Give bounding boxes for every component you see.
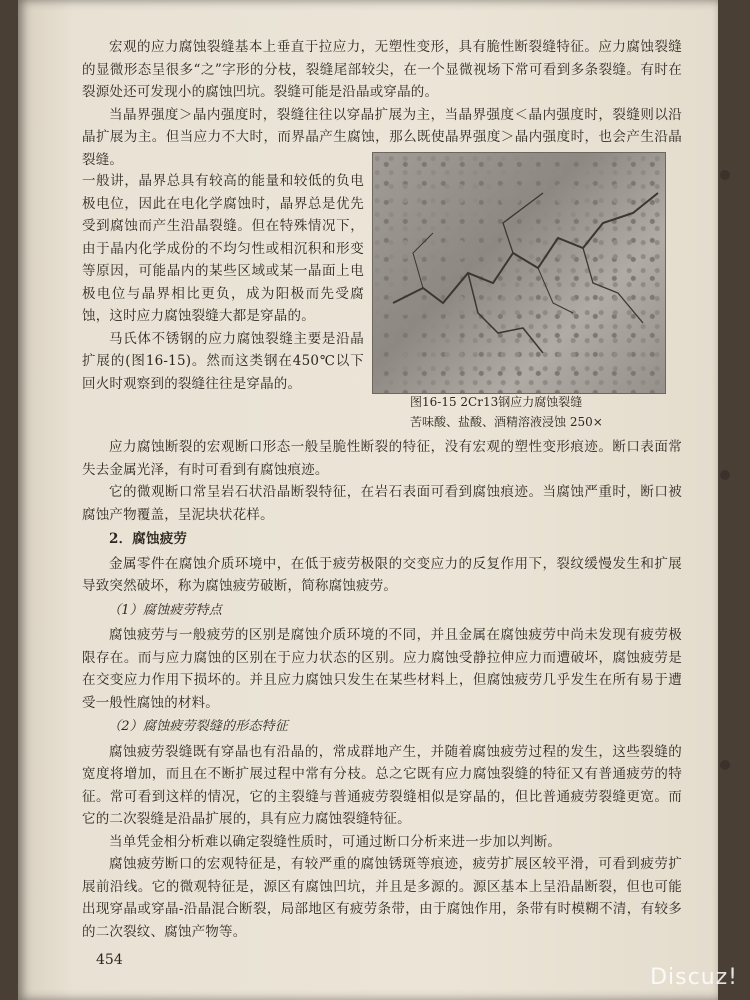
binding-hole xyxy=(720,760,730,770)
figure-caption xyxy=(410,392,690,432)
paragraph: 金属零件在腐蚀介质环境中，在低于疲劳极限的交变应力的反复作用下，裂纹缓慢发生和扩展导致突然破坏，称为腐蚀疲劳破断，简称腐蚀疲劳。 xyxy=(82,555,682,594)
subsection-heading: （1）腐蚀疲劳特点 xyxy=(108,602,223,618)
watermark: Discuz! xyxy=(650,965,738,990)
paragraph: 腐蚀疲劳断口的宏观特征是，有较严重的腐蚀锈斑等痕迹，疲劳扩展区较平滑，可看到疲劳扩展前沿线。它的微观特征是，源区有腐蚀凹坑，并且是多源的。源区基本上呈沿晶断裂，但也可能出现穿晶或穿晶-沿晶混合断裂，局部地区有疲劳条带，由于腐蚀作用，条带有时模糊不清，有较多的二次裂纹、腐蚀产物等。 xyxy=(82,856,682,940)
paragraph: 应力腐蚀断裂的宏观断口形态一般呈脆性断裂的特征，没有宏观的塑性变形痕迹。断口表面常失去金属光泽，有时可看到有腐蚀痕迹。 xyxy=(82,439,682,478)
paragraph: 它的微观断口常呈岩石状沿晶断裂特征，在岩石表面可看到腐蚀痕迹。当腐蚀严重时，断口被腐蚀产物覆盖，呈泥块状花样。 xyxy=(82,484,682,523)
caption-note: 苦味酸、盐酸、酒精溶液浸蚀 250× xyxy=(410,415,603,429)
paragraph: 当单凭金相分析难以确定裂缝性质时，可通过断口分析来进一步加以判断。 xyxy=(109,833,562,850)
bottom-text-block xyxy=(82,436,682,943)
caption-title: 图16-15 2Cr13钢应力腐蚀裂缝 xyxy=(410,395,583,409)
paragraph: 一般讲，晶界总具有较高的能量和较低的负电极电位，因此在电化学腐蚀时，晶界总是优先受到腐蚀而产生沿晶裂缝。但在特殊情况下，由于晶内化学成份的不均匀性或相沉积和形变等原因，可能晶内的某些区域或某一晶面上电极电位与晶界相比更负，成为阳极而先受腐蚀，这时应力腐蚀裂缝大都是穿晶的。 xyxy=(82,173,364,324)
binding-hole xyxy=(720,470,730,480)
binding-hole xyxy=(720,170,730,180)
paragraph: 马氏体不锈钢的应力腐蚀裂缝主要是沿晶扩展的(图16-15)。然而这类钢在450℃以下回火时观察到的裂缝往往是穿晶的。 xyxy=(82,330,364,392)
paragraph: 当晶界强度＞晶内强度时，裂缝往往以穿晶扩展为主，当晶界强度＜晶内强度时，裂缝则以沿晶扩展为主。但当应力不大时，而界晶产生腐蚀，那么既使晶界强度＞晶内强度时，也会产生沿晶裂缝。 xyxy=(82,106,682,168)
subsection-heading: （2）腐蚀疲劳裂缝的形态特征 xyxy=(108,719,289,734)
page-number: 454 xyxy=(96,952,123,968)
left-column-text xyxy=(82,170,364,395)
micrograph-figure xyxy=(372,152,666,394)
paragraph: 腐蚀疲劳与一般疲劳的区别是腐蚀介质环境的不同，并且金属在腐蚀疲劳中尚未发现有疲劳极限存在。而与应力腐蚀的区别在于应力状态的区别。应力腐蚀受静拉伸应力而遭破坏，腐蚀疲劳是在交变应力作用下损坏的。并且应力腐蚀只发生在某些材料上，但腐蚀疲劳几乎发生在所有易于遭受一般性腐蚀的材料。 xyxy=(82,627,682,711)
top-text-block xyxy=(82,36,682,171)
paragraph: 腐蚀疲劳裂缝既有穿晶也有沿晶的，常成群地产生，并随着腐蚀疲劳过程的发生，这些裂缝的宽度将增加，而且在不断扩展过程中常有分枝。总之它既有应力腐蚀裂缝的特征又有普通疲劳的特征。常可看到这样的情况，它的主裂缝与普通疲劳裂缝相似是穿晶的，但比普通疲劳裂缝更宽。而它的二次裂缝是沿晶扩展的，具有应力腐蚀裂缝特征。 xyxy=(82,743,682,827)
section-heading: 2．腐蚀疲劳 xyxy=(109,531,188,547)
crack-pattern xyxy=(373,153,665,393)
paragraph: 宏观的应力腐蚀裂缝基本上垂直于拉应力，无塑性变形，具有脆性断裂缝特征。应力腐蚀裂缝的显微形态呈很多“之”字形的分枝，裂缝尾部较尖，在一个显微视场下常可看到多条裂缝。有时在裂源处还可发现小的腐蚀凹坑。裂缝可能是沿晶或穿晶的。 xyxy=(82,39,682,100)
